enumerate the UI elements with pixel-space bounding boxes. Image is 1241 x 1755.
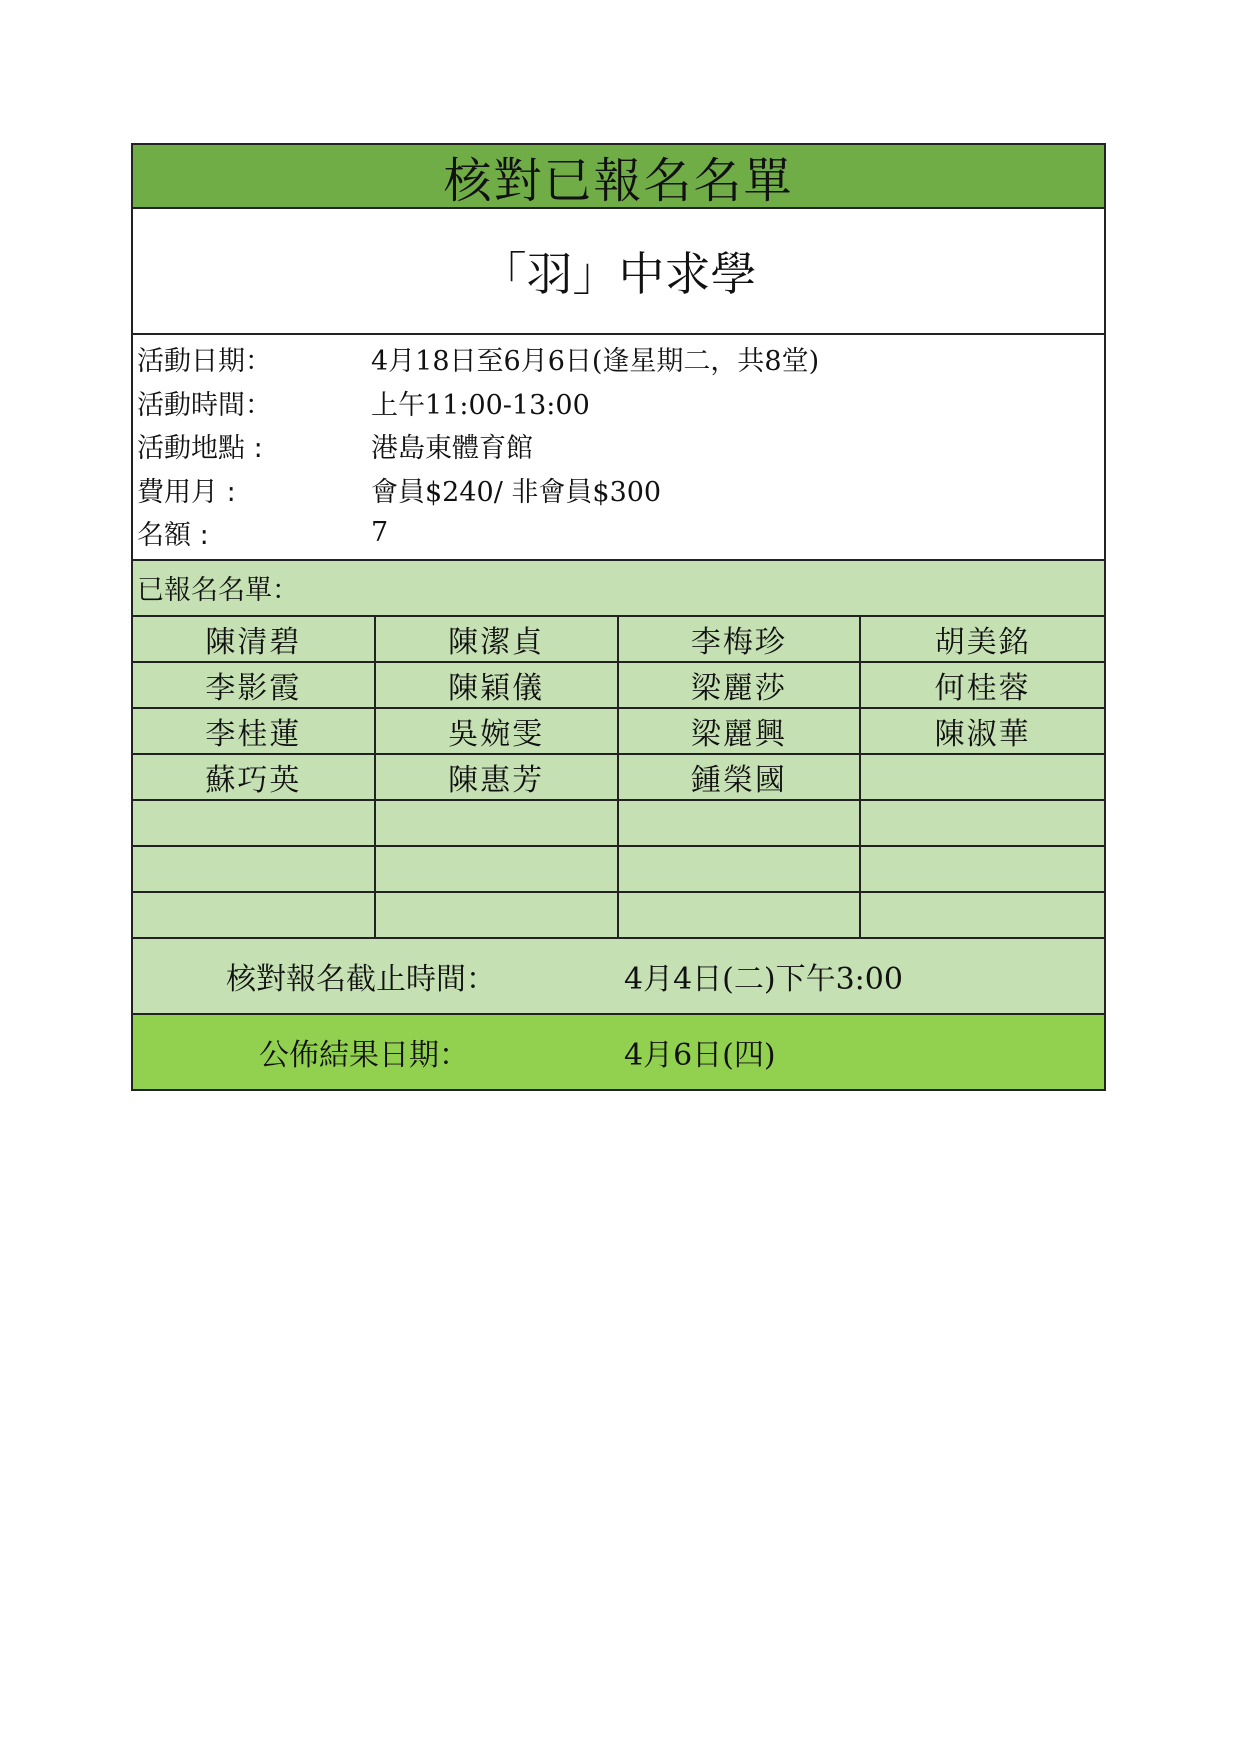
name-cell: 陳淑華 <box>861 709 1104 755</box>
info-value: 7 <box>371 517 389 549</box>
info-row-date <box>133 337 1104 381</box>
name-cell: 陳惠芳 <box>376 755 619 801</box>
activity-info <box>133 335 1104 561</box>
name-cell: 胡美銘 <box>861 617 1104 663</box>
result-date-label: 公佈結果日期： <box>259 1037 469 1073</box>
name-cell: 梁麗興 <box>619 709 862 755</box>
registration-sheet <box>131 143 1106 1091</box>
name-cell <box>861 755 1104 801</box>
info-row-fee <box>133 468 1104 512</box>
deadline-label: 核對報名截止時間： <box>226 961 496 997</box>
info-label: 費用月 : <box>137 476 236 508</box>
info-row-venue <box>133 424 1104 468</box>
name-cell: 陳穎儀 <box>376 663 619 709</box>
name-cell: 陳潔貞 <box>376 617 619 663</box>
info-row-quota <box>133 511 1104 555</box>
name-cell: 陳清碧 <box>133 617 376 663</box>
name-cell <box>619 801 862 847</box>
name-cell <box>376 893 619 939</box>
info-label: 活動日期： <box>137 346 272 378</box>
name-cell: 李桂蓮 <box>133 709 376 755</box>
result-date-row <box>133 1015 1104 1089</box>
name-cell <box>861 893 1104 939</box>
name-cell: 吳婉雯 <box>376 709 619 755</box>
name-cell: 何桂蓉 <box>861 663 1104 709</box>
name-cell: 梁麗莎 <box>619 663 862 709</box>
info-row-time <box>133 381 1104 425</box>
name-cell <box>376 801 619 847</box>
registered-names-grid <box>133 617 1104 939</box>
info-label: 活動時間： <box>137 389 272 421</box>
info-value: 港島東體育館 <box>371 433 533 465</box>
name-cell: 李影霞 <box>133 663 376 709</box>
info-label: 活動地點 : <box>137 433 263 465</box>
info-value: 上午11:00-13:00 <box>371 389 590 421</box>
name-cell <box>619 893 862 939</box>
name-cell: 蘇巧英 <box>133 755 376 801</box>
name-cell <box>619 847 862 893</box>
name-cell: 李梅珍 <box>619 617 862 663</box>
name-cell <box>133 801 376 847</box>
info-value: 會員$240/ 非會員$300 <box>371 476 662 508</box>
result-date-value: 4月6日(四) <box>624 1037 776 1073</box>
registered-list-header: 已報名名單： <box>133 561 1104 617</box>
deadline-row <box>133 939 1104 1015</box>
info-label: 名額 : <box>137 520 209 552</box>
name-cell <box>133 893 376 939</box>
sheet-title: 核對已報名名單 <box>133 145 1104 209</box>
name-cell <box>133 847 376 893</box>
name-cell: 鍾榮國 <box>619 755 862 801</box>
activity-name: 「羽」中求學 <box>133 209 1104 335</box>
name-cell <box>376 847 619 893</box>
name-cell <box>861 801 1104 847</box>
name-cell <box>861 847 1104 893</box>
deadline-value: 4月4日(二)下午3:00 <box>624 961 903 997</box>
info-value: 4月18日至6月6日(逢星期二，共8堂) <box>371 346 820 378</box>
